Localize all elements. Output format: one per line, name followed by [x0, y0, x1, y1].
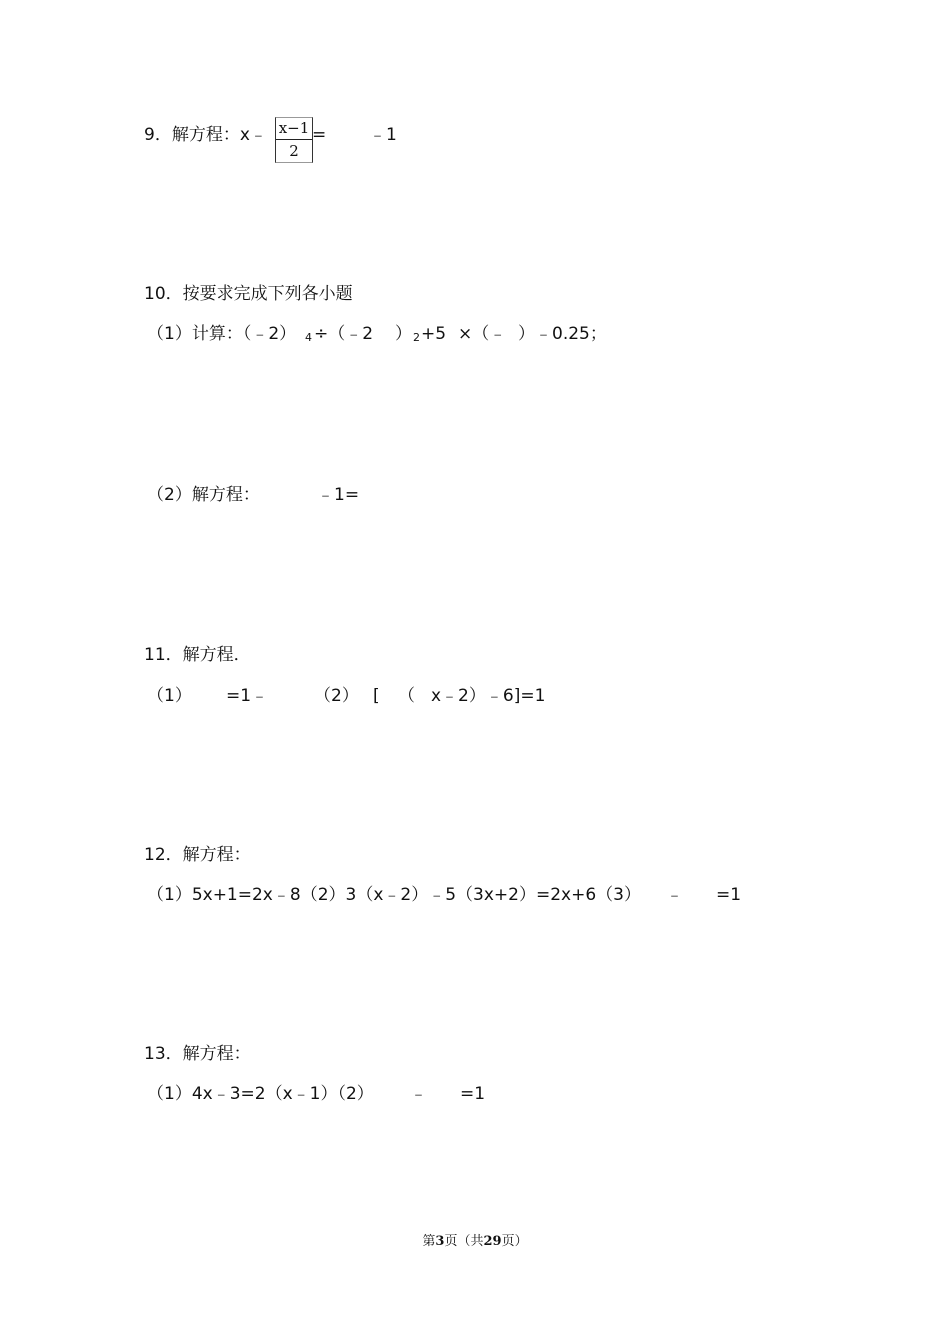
q9-rhs: ﹣1 [369, 125, 397, 145]
q13-line-c: =1 [460, 1084, 486, 1104]
q11-p2-b: [ [373, 686, 380, 706]
q9-fraction [275, 117, 313, 163]
q10-p1-b: ÷（﹣2 [314, 324, 374, 344]
q13-line-b: ﹣ [410, 1084, 427, 1104]
q12-title: 12．解方程： [144, 845, 251, 865]
q10-p1-a: （1）计算：（﹣2） [147, 324, 297, 344]
q9-fraction-numerator: x−1 [276, 118, 312, 140]
q12-line-c: =1 [716, 885, 742, 905]
q9-equals: = [312, 125, 327, 145]
q10-p1-f: ）﹣0.25； [518, 324, 607, 344]
q10-title: 10．按要求完成下列各小题 [144, 284, 353, 304]
q10-p1-e: ×（﹣ [458, 324, 507, 344]
footer-total-pages: 29 [483, 1234, 502, 1249]
q11-title: 11．解方程． [144, 645, 251, 665]
q9-fraction-denominator: 2 [289, 142, 299, 160]
footer-suffix: 页） [501, 1234, 528, 1249]
footer-page-number: 3 [435, 1234, 445, 1249]
q10-p2-b: ﹣1= [317, 485, 360, 505]
page-footer [0, 1230, 950, 1249]
q12-line-a: （1）5x+1=2x﹣8（2）3（x﹣2）﹣5（3x+2）=2x+6（3） [147, 885, 641, 905]
q10-p2-a: （2）解方程： [147, 485, 260, 505]
q10-p1-c: ） [395, 324, 412, 344]
q9-line [144, 124, 267, 146]
q11-p2-c: （ [398, 686, 415, 706]
q9-label: 9．解方程：x﹣ [144, 125, 267, 145]
q10-p1-exp2: 2 [413, 331, 420, 344]
footer-prefix: 第 [422, 1234, 436, 1249]
q10-p1-exp1: 4 [305, 331, 312, 344]
q11-p1-b: =1﹣ [226, 686, 269, 706]
footer-middle: 页（共 [444, 1234, 484, 1249]
q10-p1-d: +5 [421, 324, 447, 344]
q12-line-b: ﹣ [666, 885, 683, 905]
q13-title: 13．解方程： [144, 1044, 251, 1064]
q11-p2-d: x﹣2）﹣6]=1 [431, 686, 546, 706]
q11-p2-a: （2） [314, 686, 359, 706]
q11-p1-a: （1） [147, 686, 192, 706]
q13-line-a: （1）4x﹣3=2（x﹣1）（2） [147, 1084, 374, 1104]
